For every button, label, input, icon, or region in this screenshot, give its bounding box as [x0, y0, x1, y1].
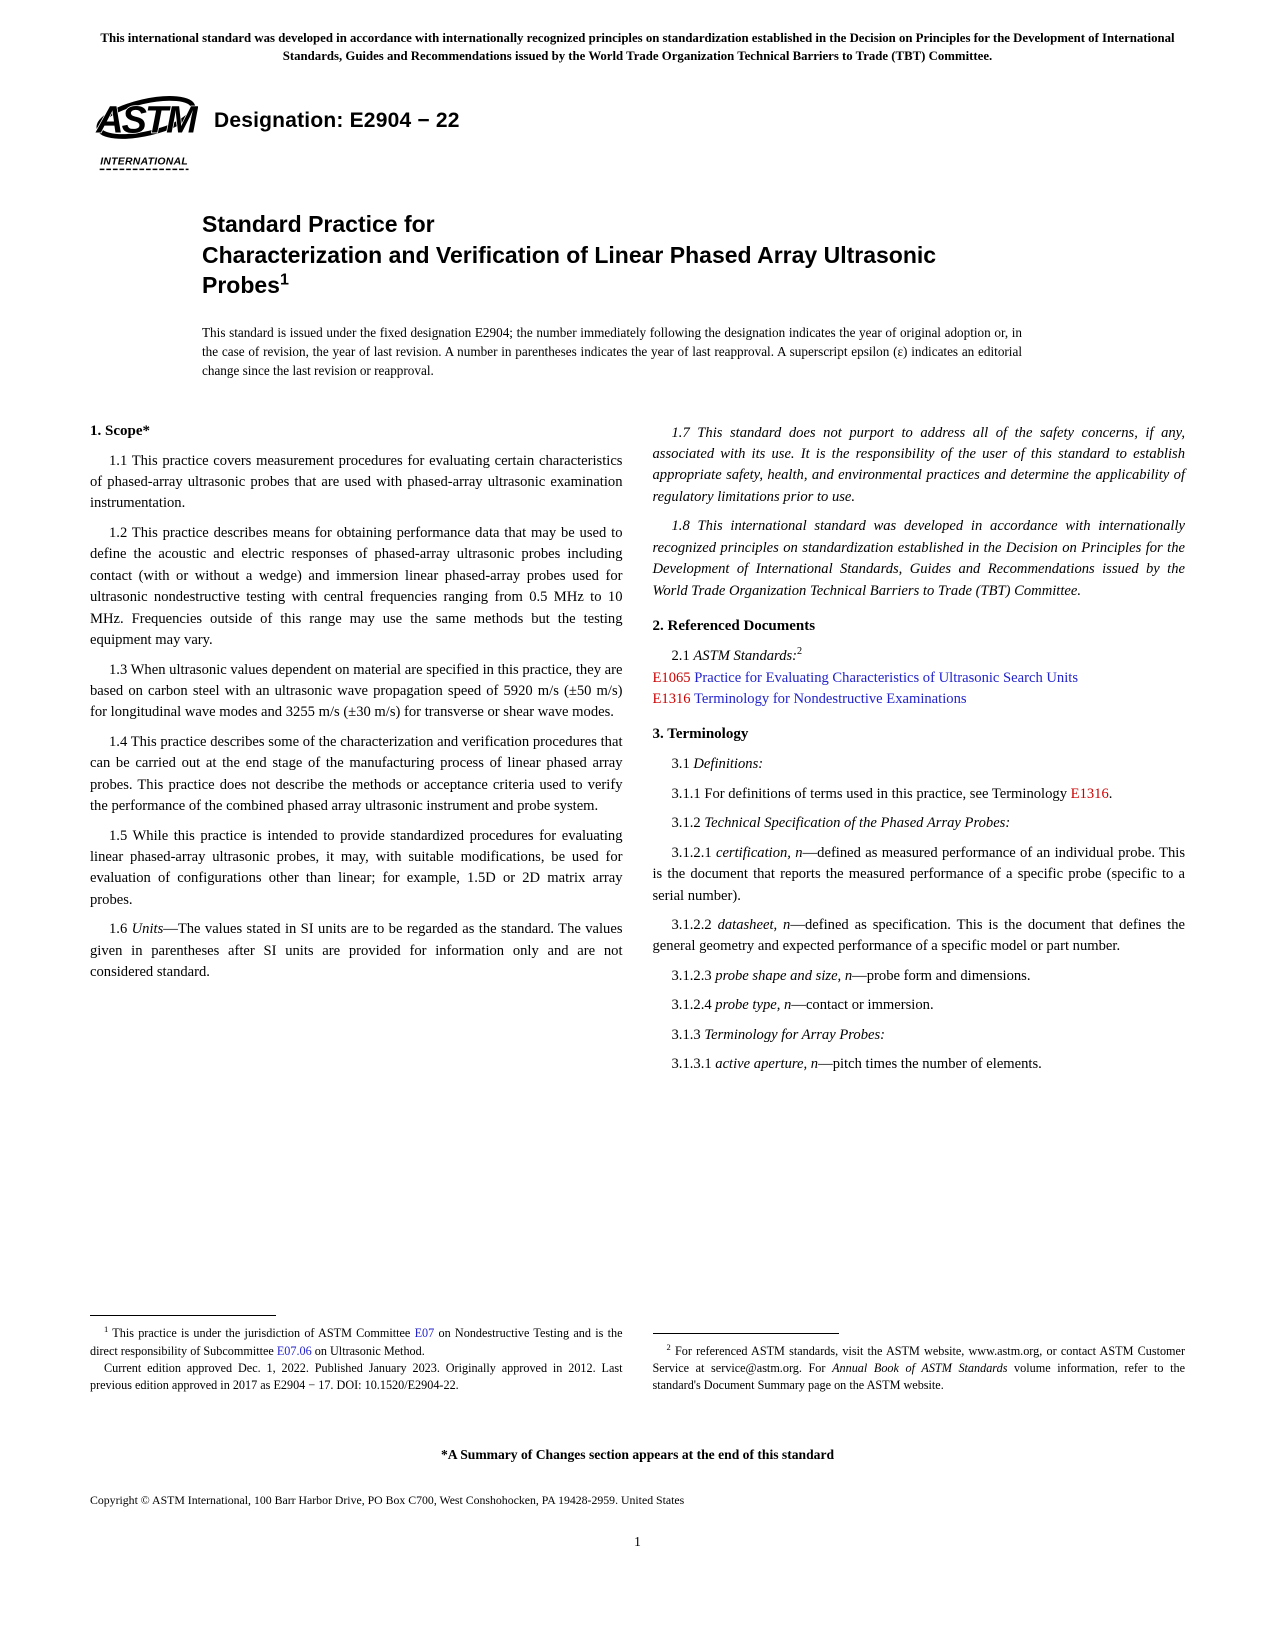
link-e1316[interactable]: E1316	[652, 690, 691, 707]
title-block	[202, 209, 1185, 300]
page-number: 1	[634, 1533, 641, 1549]
para-3-1-2-3	[653, 966, 1186, 987]
document-header	[94, 89, 1185, 183]
footnote-1-jurisdiction	[90, 1325, 623, 1360]
footnote-1-edition: Current edition approved Dec. 1, 2022. Published January 2023. Originally approved in 2012. Last previous edition approved in 2017 as E2904 − 17. DOI: 10.1520/E2904-22.	[90, 1360, 623, 1393]
text-run: 3.1.2.3	[671, 967, 716, 984]
text-run: 3.1.2.4	[671, 997, 716, 1014]
para-3-1-2-1	[653, 843, 1186, 907]
text-run: 3.1.2	[671, 815, 705, 832]
para-3-1-1	[653, 784, 1186, 805]
para-1-2: 1.2 This practice describes means for obtaining performance data that may be used to define the acoustic and electric responses of phased-array ultrasonic probes including contact (with or without a wedge) and immersion linear phased-array probes used for ultrasonic nondestructive testing with central frequencies ranging from 0.5 MHz to 10 MHz. Frequencies outside of this range may use the same methods but the testing equipment may vary.	[90, 524, 623, 649]
link-e1316-title[interactable]: Terminology for Nondestructive Examinations	[690, 690, 967, 707]
text-run: —The values stated in SI units are to be regarded as the standard. The values given in parentheses after SI units are provided for information only and are not considered standard.	[90, 921, 623, 981]
title-kicker: Standard Practice for	[202, 211, 435, 238]
text-run: 2	[666, 1341, 671, 1352]
wto-disclaimer: This international standard was developed in accordance with internationally recognized principles on standardization established in the Decision on Principles for the Development of International Standards, Guides and Recommendations issued by the World Trade Organization Technical Barriers to Trade (TBT) Committee.	[100, 31, 1175, 63]
text-run: —contact or immersion.	[791, 997, 934, 1014]
title-footnote-ref[interactable]: 1	[279, 270, 289, 289]
footnote-separator-right	[653, 1333, 839, 1334]
text-run: probe shape and size, n	[715, 967, 853, 984]
para-2-1	[653, 646, 1186, 667]
designation: Designation: E2904 − 22	[214, 109, 460, 133]
text-run: Technical Specification of the Phased Array Probes:	[704, 815, 1011, 832]
text-run: 3.1.3	[671, 1026, 705, 1043]
para-1-6	[90, 919, 623, 983]
text-run: —probe form and dimensions.	[852, 967, 1031, 984]
text-run: —defined as specification. This is the document that defines the general geometry and expected performance of a specific model or part number.	[652, 917, 1186, 955]
text-run: 1	[104, 1324, 109, 1335]
document-title	[202, 240, 977, 301]
text-run: 2	[797, 646, 803, 658]
left-column	[90, 423, 623, 1395]
link-e07-06[interactable]: E07.06	[276, 1343, 312, 1358]
text-run: on Ultrasonic Method.	[311, 1343, 425, 1358]
section-referenced-documents-heading: 2. Referenced Documents	[652, 618, 816, 635]
astm-logo-subtext: INTERNATIONAL	[100, 157, 188, 169]
text-run: 1.6	[109, 921, 132, 938]
para-3-1-3	[653, 1025, 1186, 1046]
para-1-7: 1.7 This standard does not purport to address all of the safety concerns, if any, associated with its use. It is the responsibility of the user of this standard to establish appropriate safety, health, and environmental practices and determine the applicability of regulatory limitations prior to use.	[652, 424, 1185, 505]
text-run: 3.1.1 For definitions of terms used in this practice, see Terminology	[671, 785, 1071, 802]
section-terminology-heading: 3. Terminology	[652, 726, 749, 743]
text-run: on Nondestructive Testing and is the direct responsibility of Subcommittee	[90, 1326, 623, 1358]
link-e1065-title[interactable]: Practice for Evaluating Characteristics of Ultrasonic Search Units	[690, 669, 1079, 686]
text-run: 3.1	[671, 756, 694, 773]
text-run: probe type, n	[715, 997, 792, 1014]
para-1-5: 1.5 While this practice is intended to provide standardized procedures for evaluating linear phased-array ultrasonic probes, it may, with suitable modifications, be used for evaluation of configurations other than linear; for example, 1.5D or 2D matrix array probes.	[90, 827, 623, 908]
link-e1065[interactable]: E1065	[652, 669, 691, 686]
footnote-2	[653, 1343, 1186, 1395]
text-run: 3.1.2.1	[671, 844, 716, 861]
text-run: ASTM Standards:	[693, 648, 798, 665]
reference-entry-e1065	[653, 668, 1186, 689]
para-1-1: 1.1 This practice covers measurement procedures for evaluating certain characteristics of phased-array ultrasonic probes that are used with phased-array ultrasonic examination instrumentation.	[90, 452, 623, 512]
para-1-3: 1.3 When ultrasonic values dependent on material are specified in this practice, they are based on carbon steel with an ultrasonic wave propagation speed of 5920 m/s (±50 m/s) for longitudinal wave modes and 3255 m/s (±30 m/s) for transverse or shear wave modes.	[90, 661, 623, 721]
link-e1316-ref[interactable]: E1316	[1070, 785, 1109, 802]
para-3-1-2-2	[653, 915, 1186, 958]
text-run: —defined as measured performance of an individual probe. This is the document that reports the measured performance of a specific probe (specific to a serial number).	[652, 844, 1186, 904]
title-text: Characterization and Verification of Linear Phased Array Ultrasonic Probes	[202, 241, 937, 299]
para-3-1-2	[653, 813, 1186, 834]
text-run: Annual Book of ASTM Standards	[832, 1360, 1008, 1375]
para-1-4: 1.4 This practice describes some of the characterization and verification procedures that can be carried out at the end stage of the manufacturing process of linear phased array probes. This practice does not describe the methods or acceptance criteria used to verify the performance of the combined phased array ultrasonic instrument and probe system.	[90, 733, 623, 815]
text-run: datasheet, n	[717, 917, 791, 934]
para-3-1	[653, 754, 1186, 775]
text-run: Units	[131, 921, 164, 938]
text-run: —pitch times the number of elements.	[818, 1056, 1042, 1073]
reference-entry-e1316	[653, 689, 1186, 710]
copyright-line: Copyright © ASTM International, 100 Barr Harbor Drive, PO Box C700, West Conshohocken, PA 19428-2959. United States	[90, 1492, 685, 1507]
astm-logo-graphic	[94, 89, 198, 178]
text-run: 3.1.3.1	[671, 1056, 716, 1073]
text-run: certification, n	[715, 844, 803, 861]
text-run: active aperture, n	[715, 1056, 819, 1073]
para-3-1-3-1	[653, 1054, 1186, 1075]
astm-logo-text: ASTM	[96, 99, 196, 142]
para-3-1-2-4	[653, 995, 1186, 1016]
para-1-8: 1.8 This international standard was developed in accordance with internationally recognized principles on standardization established in the Decision on Principles for the Development of International Standards, Guides and Recommendations issued by the World Trade Organization Technical Barriers to Trade (TBT) Committee.	[652, 518, 1185, 599]
text-run: For referenced ASTM standards, visit the ASTM website, www.astm.org, or contact ASTM Customer Service at service@astm.org. For	[652, 1343, 1185, 1375]
footnote-separator-left	[90, 1315, 276, 1316]
text-run: 2.1	[671, 648, 694, 665]
footnote-1-block	[90, 1315, 623, 1394]
footnote-2-block	[653, 1333, 1186, 1395]
text-run: Definitions:	[693, 756, 764, 773]
text-run: Terminology for Array Probes:	[704, 1026, 886, 1043]
body-columns	[90, 423, 1185, 1395]
text-run: .	[1108, 785, 1113, 802]
text-run: volume information, refer to the standard's Document Summary page on the ASTM website.	[652, 1360, 1185, 1393]
right-column	[653, 423, 1186, 1395]
astm-logo	[94, 89, 198, 183]
section-scope-heading: 1. Scope*	[90, 422, 150, 439]
text-run: 3.1.2.2	[671, 917, 718, 934]
text-run: This practice is under the jurisdiction of ASTM Committee	[108, 1326, 415, 1341]
summary-of-changes-note: *A Summary of Changes section appears at the end of this standard	[440, 1446, 835, 1462]
issuance-note: This standard is issued under the fixed designation E2904; the number immediately following the designation indicates the year of original adoption or, in the case of revision, the year of last revision. A number in parentheses indicates the year of last reapproval. A superscript epsilon (ε) indicates an editorial change since the last revision or reapproval.	[202, 325, 1022, 378]
link-e07[interactable]: E07	[414, 1326, 435, 1341]
